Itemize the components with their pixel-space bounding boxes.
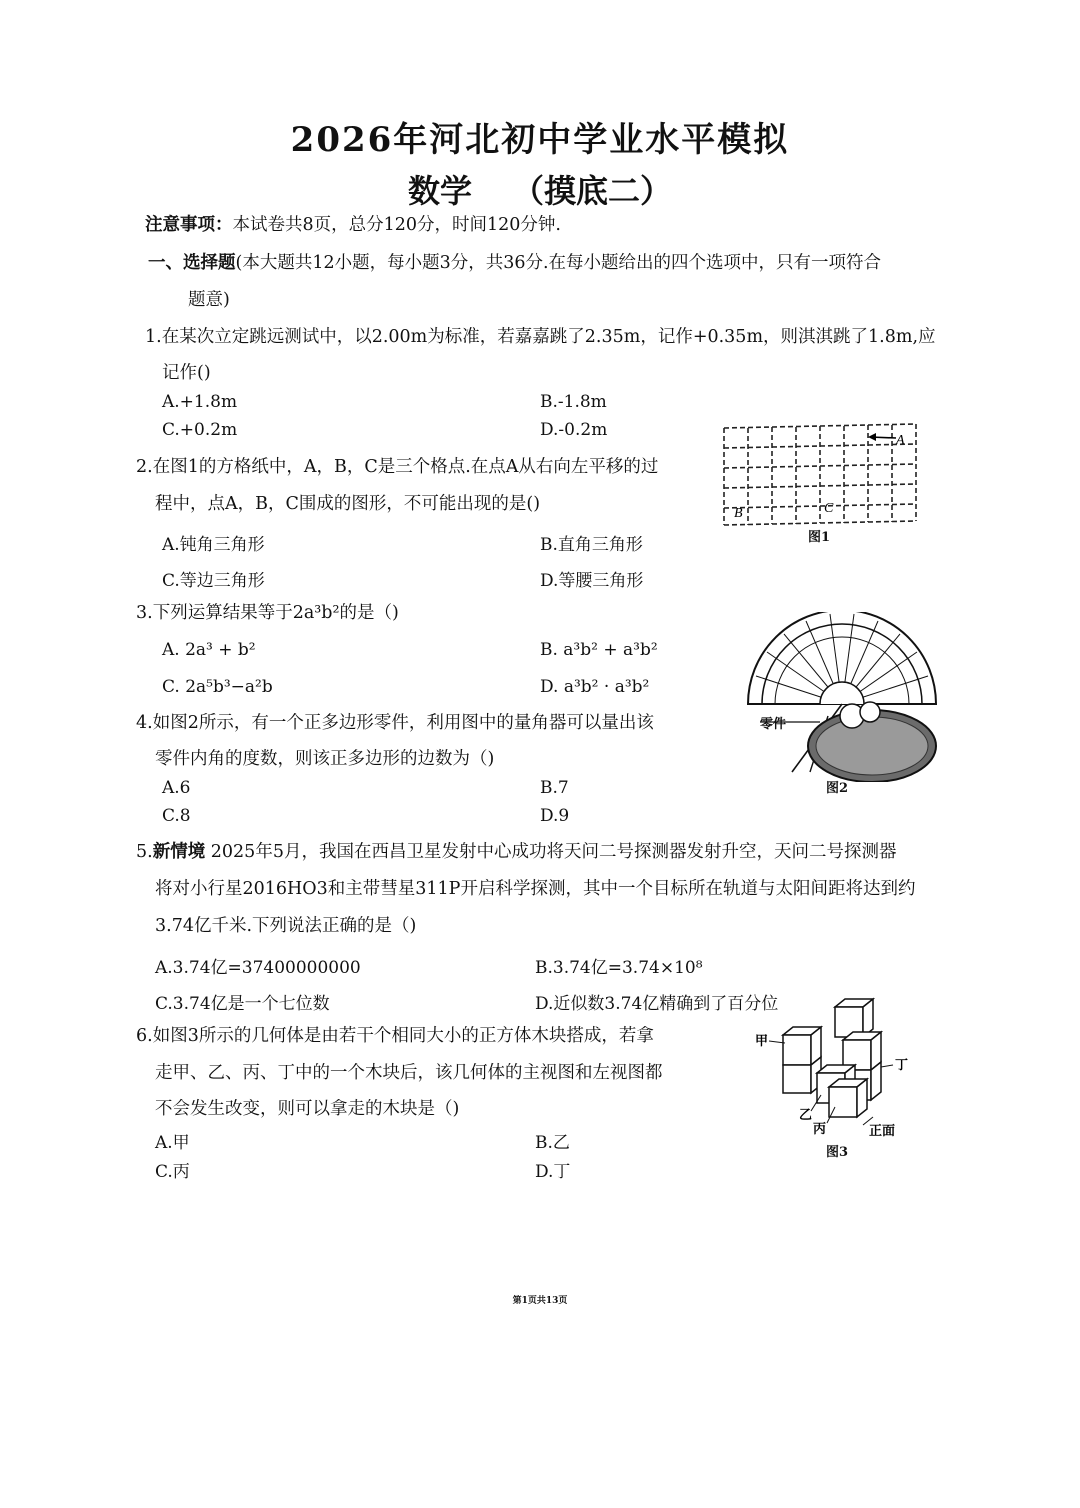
notice-text: 本试卷共8页，总分120分，时间120分钟.	[232, 215, 561, 235]
question-6-line-2: 走甲、乙、丙、丁中的一个木块后，该几何体的主视图和左视图都	[155, 1063, 663, 1083]
subject-subtitle: （摸底二）	[512, 172, 673, 210]
notice-label: 注意事项：	[145, 215, 233, 235]
q5-text-1: 2025年5月，我国在西昌卫星发射中心成功将天问二号探测器发射升空，天问二号探测器	[210, 842, 897, 862]
fig3-label-front: 正面	[869, 1124, 896, 1139]
q2-option-a: A.钝角三角形	[162, 535, 265, 555]
figure-2-protractor	[740, 612, 945, 782]
section-title: 一、选择题	[148, 253, 236, 273]
subject-name: 数学	[407, 172, 472, 210]
q3-option-b: B. a³b² + a³b²	[540, 640, 658, 660]
q1-option-a: A.+1.8m	[162, 392, 238, 412]
q1-option-d: D.-0.2m	[540, 420, 608, 440]
figure-3-cubes	[755, 995, 925, 1145]
q3-option-d: D. a³b² · a³b²	[540, 677, 650, 697]
fig3-label-yi: 乙	[799, 1108, 813, 1123]
question-4-line-2: 零件内角的度数，则该正多边形的边数为（)	[155, 749, 495, 769]
figure-1-caption: 图1	[808, 530, 831, 545]
q5-option-c: C.3.74亿是一个七位数	[155, 994, 330, 1014]
q5-option-a: A.3.74亿=37400000000	[155, 958, 361, 978]
q6-option-b: B.乙	[535, 1133, 570, 1153]
q1-option-b: B.-1.8m	[540, 392, 607, 412]
q6-option-d: D.丁	[535, 1162, 571, 1182]
fig3-label-bing: 丙	[813, 1122, 827, 1137]
q3-option-a: A. 2a³ + b²	[162, 640, 256, 660]
figure-3-caption: 图3	[826, 1145, 849, 1160]
q5-option-b: B.3.74亿=3.74×10⁸	[535, 958, 703, 978]
question-2-line-2: 程中，点A，B，C围成的图形，不可能出现的是()	[155, 494, 541, 514]
fig1-point-a: A	[896, 433, 905, 448]
q5-option-d: D.近似数3.74亿精确到了百分位	[535, 994, 779, 1014]
page-footer: 第1页共13页	[512, 1296, 568, 1306]
exam-subject-line	[0, 166, 1080, 212]
question-3-line-1: 3.下列运算结果等于2a³b²的是（)	[136, 603, 399, 623]
q4-option-d: D.9	[540, 806, 570, 826]
question-1-line-1: 1.在某次立定跳远测试中，以2.00m为标准，若嘉嘉跳了2.35m，记作+0.35m，则淇淇跳了1.8m,应	[145, 327, 936, 347]
question-5-line-1: 5.新情境 2025年5月，我国在西昌卫星发射中心成功将天问二号探测器发射升空，天问二号探测器	[136, 842, 897, 862]
q2-option-c: C.等边三角形	[162, 571, 265, 591]
fig1-point-b: B	[734, 506, 743, 521]
question-6-line-1: 6.如图3所示的几何体是由若干个相同大小的正方体木块搭成，若拿	[136, 1026, 654, 1046]
question-4-line-1: 4.如图2所示，有一个正多边形零件，利用图中的量角器可以量出该	[136, 713, 654, 733]
question-5-line-2: 将对小行星2016HO3和主带彗星311P开启科学探测，其中一个目标所在轨道与太阳间距将达到约	[155, 879, 916, 899]
q4-option-a: A.6	[162, 778, 191, 798]
question-5-line-3: 3.74亿千米.下列说法正确的是（)	[155, 916, 417, 936]
section-heading	[148, 253, 881, 274]
question-6-line-3: 不会发生改变，则可以拿走的木块是（)	[155, 1099, 460, 1119]
section-desc-2: 题意)	[188, 290, 230, 310]
q4-option-b: B.7	[540, 778, 569, 798]
exam-title: 2026年河北初中学业水平模拟	[290, 120, 790, 160]
q5-tag: 新情境	[152, 842, 206, 862]
fig3-label-ding: 丁	[895, 1058, 909, 1073]
q6-option-c: C.丙	[155, 1162, 190, 1182]
fig3-label-jia: 甲	[755, 1034, 769, 1049]
figure-2-caption: 图2	[826, 781, 849, 796]
figure-2-part-label: 零件	[760, 717, 787, 732]
q2-option-b: B.直角三角形	[540, 535, 643, 555]
question-1-line-2: 记作()	[162, 363, 211, 383]
q3-option-c: C. 2a⁵b³−a²b	[162, 677, 273, 697]
notice	[145, 215, 561, 236]
section-desc-1: (本大题共12小题，每小题3分，共36分.在每小题给出的四个选项中，只有一项符合	[235, 253, 882, 273]
fig1-point-c: C	[824, 501, 834, 516]
q6-option-a: A.甲	[155, 1133, 190, 1153]
q1-option-c: C.+0.2m	[162, 420, 238, 440]
q2-option-d: D.等腰三角形	[540, 571, 644, 591]
q4-option-c: C.8	[162, 806, 191, 826]
question-2-line-1: 2.在图1的方格纸中，A，B，C是三个格点.在点A从右向左平移的过	[136, 457, 659, 477]
